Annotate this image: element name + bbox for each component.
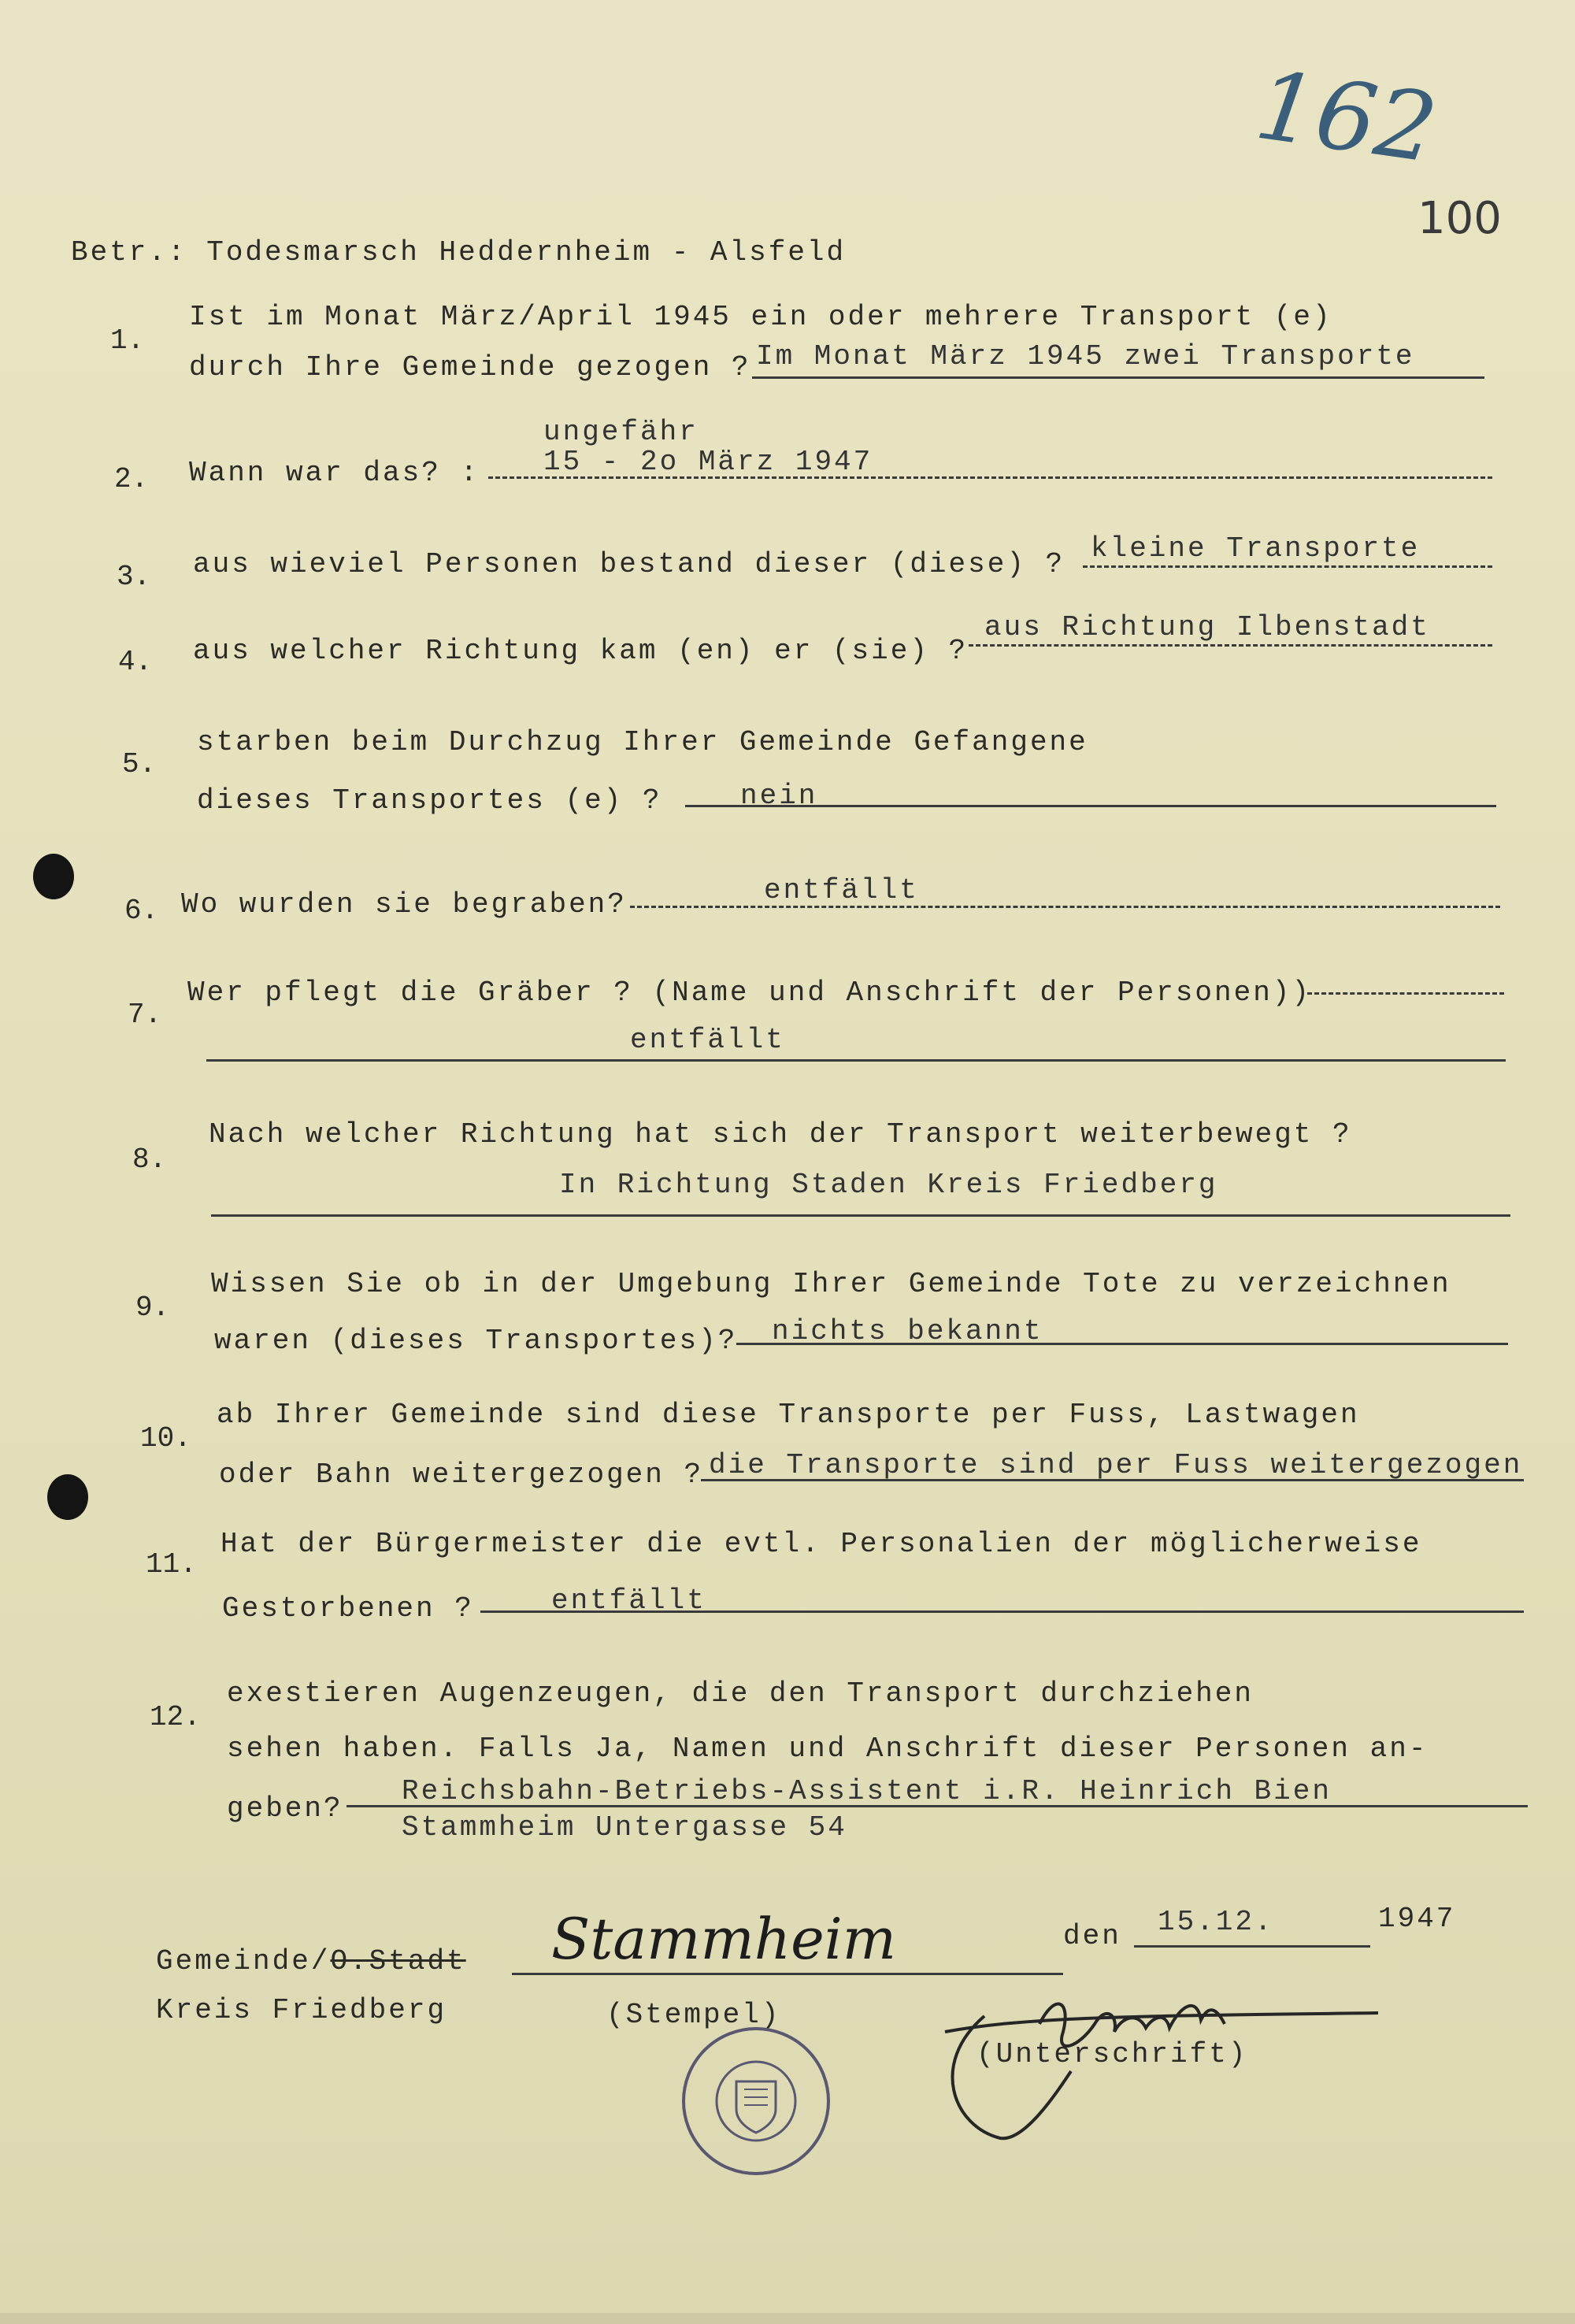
question-9-text-line2: waren (dieses Transportes)? [214, 1325, 738, 1357]
punch-hole-top [33, 854, 74, 899]
page-number: 100 [1418, 193, 1502, 244]
question-10-number: 10. [140, 1422, 191, 1455]
stempel-label: (Stempel) [606, 1999, 781, 2031]
question-6-answer: entfällt [764, 874, 919, 906]
answer-line [1083, 565, 1492, 568]
question-8-text: Nach welcher Richtung hat sich der Transport weiterbewegt ? [209, 1118, 1352, 1151]
question-11-answer: entfällt [551, 1585, 706, 1617]
answer-line [685, 805, 1496, 807]
question-7-text: Wer pflegt die Gräber ? (Name und Anschrift der Personen)) [187, 977, 1312, 1009]
question-9-answer: nichts bekannt [772, 1315, 1043, 1347]
question-1-number: 1. [110, 324, 145, 357]
question-5-answer: nein [740, 780, 818, 812]
question-9-text-line1: Wissen Sie ob in der Umgebung Ihrer Gemeinde Tote zu verzeichnen [211, 1268, 1451, 1300]
question-1-text-line1: Ist im Monat März/April 1945 ein oder mehrere Transport (e) [189, 301, 1332, 333]
punch-hole-bottom [47, 1474, 88, 1520]
question-12-answer-line2: Stammheim Untergasse 54 [402, 1811, 847, 1844]
handwritten-archive-number: 162 [1249, 50, 1443, 185]
question-10-text-line2: oder Bahn weitergezogen ? [219, 1459, 704, 1491]
question-5-text-line1: starben beim Durchzug Ihrer Gemeinde Gefangene [197, 726, 1088, 758]
question-10-answer: die Transporte sind per Fuss weitergezogen [709, 1449, 1523, 1481]
question-2-text: Wann war das? : [189, 457, 480, 489]
question-1-answer: Im Monat März 1945 zwei Transporte [756, 340, 1415, 373]
question-2-number: 2. [114, 463, 149, 495]
question-11-number: 11. [146, 1548, 197, 1581]
question-6-number: 6. [124, 895, 159, 927]
question-4-text: aus welcher Richtung kam (en) er (sie) ? [193, 635, 969, 667]
question-5-text-line2: dieses Transportes (e) ? [197, 784, 662, 817]
question-12-text-line2: sehen haben. Falls Ja, Namen und Anschrift dieser Personen an- [227, 1733, 1429, 1765]
answer-line [969, 644, 1492, 647]
page-edge [0, 2313, 1575, 2324]
question-9-number: 9. [135, 1292, 170, 1324]
struck-stadt-label: O.Stadt [330, 1945, 466, 1977]
answer-line [488, 476, 1492, 479]
answer-line [701, 1479, 1524, 1481]
date-line [1134, 1945, 1370, 1948]
answer-line [346, 1805, 1528, 1807]
kreis-label: Kreis Friedberg [156, 1994, 447, 2026]
question-7-number: 7. [128, 999, 162, 1031]
municipal-stamp-seal [677, 2022, 835, 2184]
question-2-answer: 15 - 2o März 1947 [543, 446, 873, 478]
question-2-answer-note: ungefähr [543, 416, 699, 448]
question-7-answer: entfällt [630, 1024, 785, 1056]
question-12-answer: Reichsbahn-Betriebs-Assistent i.R. Heinrich Bien [402, 1775, 1332, 1807]
answer-line [736, 1343, 1508, 1345]
answer-line [1307, 992, 1504, 995]
answer-line [211, 1214, 1510, 1217]
den-label: den [1063, 1920, 1121, 1952]
question-3-answer: kleine Transporte [1091, 532, 1421, 565]
question-3-number: 3. [117, 561, 151, 593]
question-11-text-line1: Hat der Bürgermeister die evtl. Personalien der möglicherweise [220, 1528, 1422, 1560]
year-value: 1947 [1378, 1903, 1456, 1935]
question-12-number: 12. [150, 1701, 201, 1733]
question-10-text-line1: ab Ihrer Gemeinde sind diese Transporte per Fuss, Lastwagen [217, 1399, 1360, 1431]
answer-line [630, 906, 1500, 908]
answer-line [480, 1610, 1524, 1613]
question-8-answer: In Richtung Staden Kreis Friedberg [559, 1169, 1218, 1201]
date-value: 15.12. [1158, 1906, 1274, 1938]
question-12-text-line1: exestieren Augenzeugen, die den Transport durchziehen [227, 1677, 1254, 1710]
question-8-number: 8. [132, 1143, 167, 1176]
question-4-number: 4. [118, 646, 153, 678]
gemeinde-name-signature: Stammheim [551, 1906, 897, 1972]
gemeinde-label [156, 1945, 466, 1977]
question-5-number: 5. [122, 748, 157, 780]
unterschrift-label: (Unterschrift) [976, 2038, 1248, 2070]
gemeinde-label-text: Gemeinde/ [156, 1945, 331, 1977]
question-11-text-line2: Gestorbenen ? [222, 1592, 474, 1625]
question-4-answer: aus Richtung Ilbenstadt [984, 611, 1430, 643]
question-12-text-line3: geben? [227, 1792, 343, 1825]
question-1-text-line2: durch Ihre Gemeinde gezogen ? [189, 351, 751, 384]
answer-line [206, 1059, 1506, 1062]
question-6-text: Wo wurden sie begraben? [181, 888, 627, 921]
question-3-text: aus wieviel Personen bestand dieser (diese) ? [193, 548, 1065, 580]
stamp-circle [677, 2022, 835, 2180]
answer-line [752, 376, 1484, 379]
subject-line: Betr.: Todesmarsch Heddernheim - Alsfeld [71, 236, 847, 269]
